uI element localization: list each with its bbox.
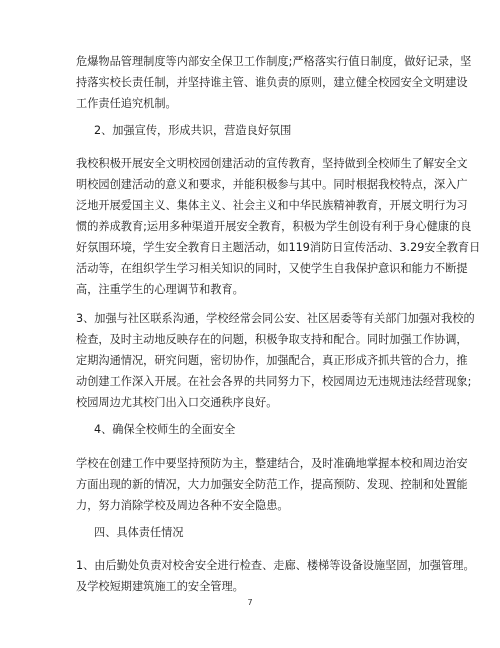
paragraph-line: 检查，及时主动地反映存在的问题，积极争取支持和配合。同时加强工作协调， <box>76 333 468 346</box>
paragraph-line: 活动等，在组织学生学习相关知识的同时，又使学生自我保护意识和能力不断提 <box>76 262 468 275</box>
paragraph-line: 及学校短期建筑施工的安全管理。 <box>76 580 244 593</box>
paragraph-line: 方面出现的新的情况，大力加强安全防范工作，提高预防、发现、控制和处置能 <box>76 478 468 491</box>
paragraph-line: 明校园创建活动的意义和要求，并能积极参与其中。同时根据我校特点，深入广 <box>76 178 468 191</box>
paragraph-line: 学校在创建工作中要坚持预防为主，整建结合，及时准确地掌握本校和周边治安 <box>76 457 468 470</box>
paragraph-line: 我校积极开展安全文明校园创建活动的宣传教育，坚持做到全校师生了解安全文 <box>76 157 468 170</box>
section-heading-4: 4、确保全校师生的全面安全 <box>94 423 236 436</box>
paragraph-line: 危爆物品管理制度等内部安全保卫工作制度;严格落实行值日制度，做好记录，坚 <box>76 55 472 68</box>
paragraph-line: 持落实校长责任制，并坚持谁主管、谁负责的原则，建立健全校园安全文明建设 <box>76 76 468 89</box>
section-heading-2: 2、加强宣传，形成共识，营造良好氛围 <box>94 124 292 137</box>
paragraph-line: 3、加强与社区联系沟通，学校经常会同公安、社区居委等有关部门加强对我校的 <box>76 312 475 325</box>
paragraph-line: 校园周边尤其校门出入口交通秩序良好。 <box>76 396 278 409</box>
paragraph-line: 工作责任追究机制。 <box>76 97 177 110</box>
paragraph-line: 好氛围环境，学生安全教育日主题活动，如119消防日宣传活动、3.29安全教育日 <box>76 241 481 254</box>
paragraph-line: 惯的养成教育;运用多种渠道开展安全教育，积极为学生创设有利于身心健康的良 <box>76 220 472 233</box>
paragraph-line: 定期沟通情况，研究问题，密切协作，加强配合，真正形成齐抓共管的合力，推 <box>76 354 468 367</box>
section-heading-four: 四、具体责任情况 <box>94 526 184 539</box>
paragraph-line: 高，注重学生的心理调节和教育。 <box>76 283 244 296</box>
paragraph-line: 力，努力消除学校及周边各种不安全隐患。 <box>76 499 289 512</box>
paragraph-line: 泛地开展爱国主义、集体主义、社会主义和中华民族精神教育，开展文明行为习 <box>76 199 468 212</box>
page-number: 7 <box>247 598 253 607</box>
paragraph-line: 动创建工作深入开展。在社会各界的共同努力下，校园周边无违规违法经营现象; <box>76 375 472 388</box>
paragraph-line: 1、由后勤处负责对校舍安全进行检查、走廊、楼梯等设备设施坚固，加强管理。 <box>76 559 475 572</box>
